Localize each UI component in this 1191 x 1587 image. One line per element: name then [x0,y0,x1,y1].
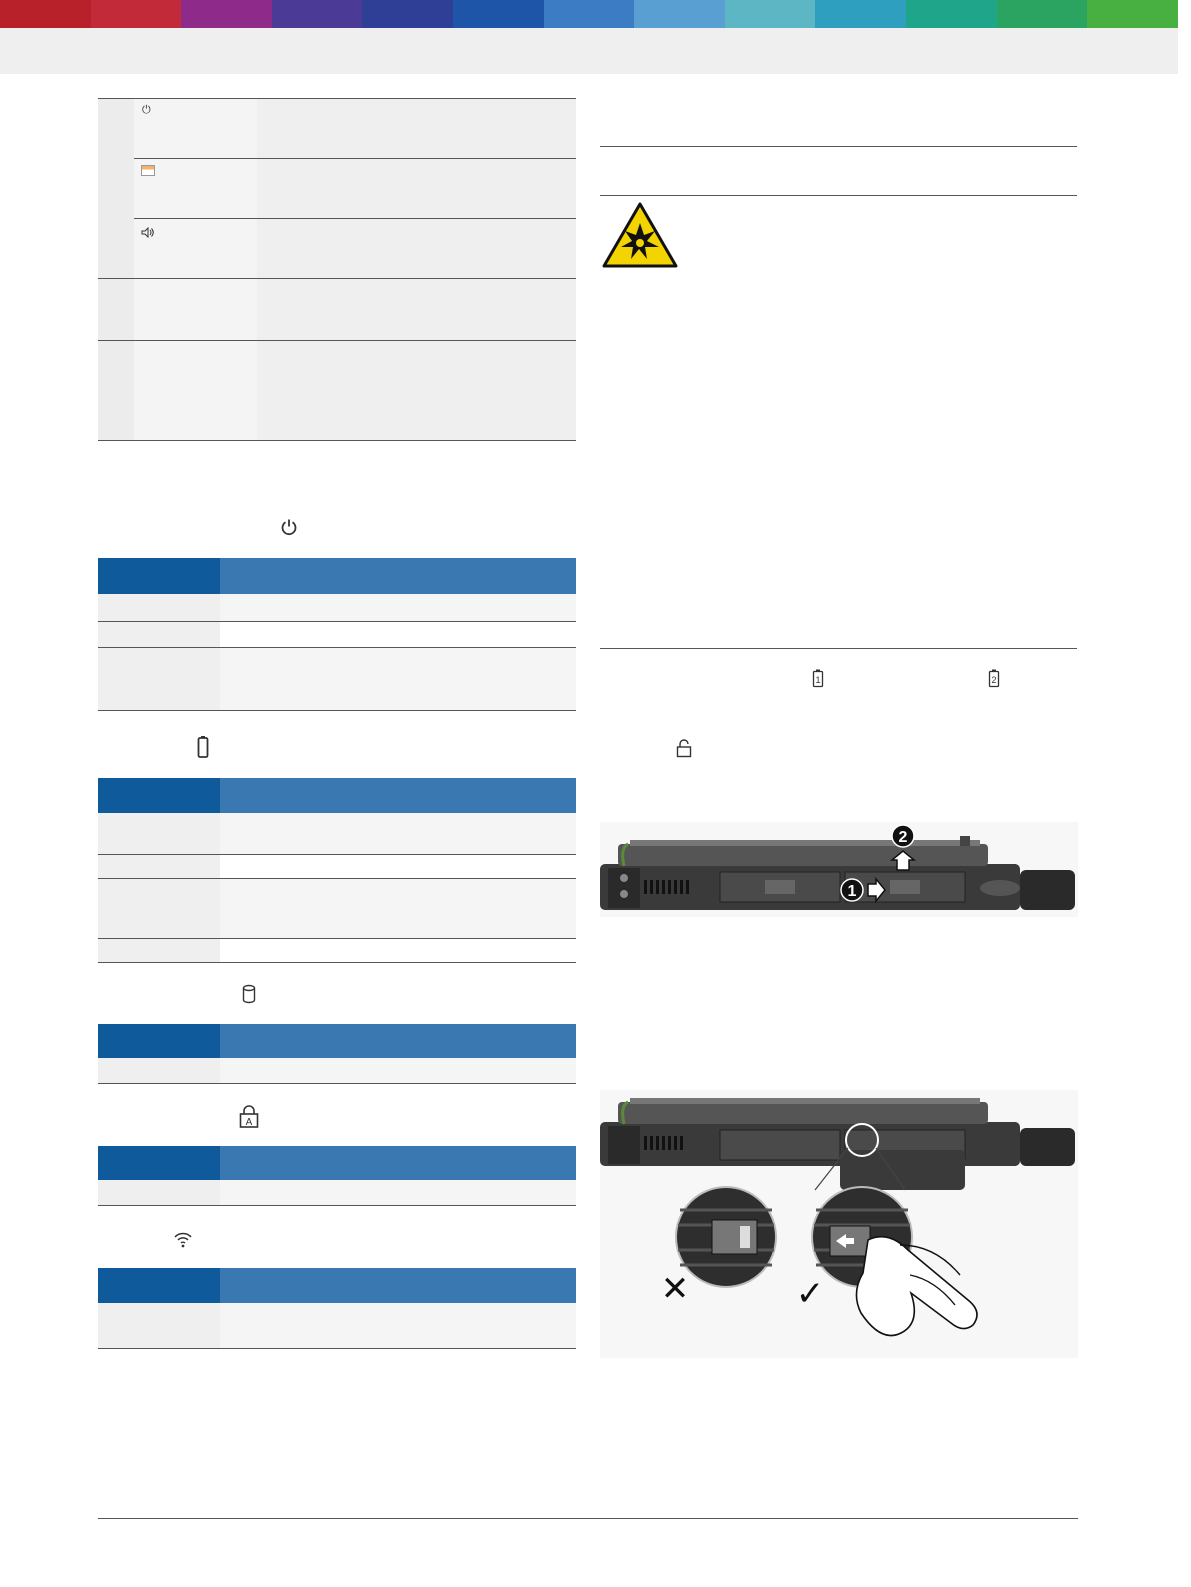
svg-text:1: 1 [847,883,857,900]
band-segment [272,0,363,28]
svg-text:A: A [245,1117,253,1128]
table-header-right [220,1146,576,1180]
footer-rule [98,1518,1078,1519]
table-header-left [98,1024,220,1058]
band-segment [725,0,816,28]
storage-icon [242,984,256,1007]
speaker-icon [141,227,154,241]
table-label-column [134,99,257,440]
table-row [98,1058,576,1083]
band-segment [997,0,1088,28]
table-header-left [98,1268,220,1303]
band-segment [815,0,906,28]
unlock-icon [676,739,692,761]
section-rule [600,146,1077,147]
band-segment [906,0,997,28]
table-header-left [98,778,220,813]
caps-lock-icon [239,1105,259,1132]
table-rule [98,962,576,963]
table-rule [98,340,576,341]
power-icon: ⏻ [142,103,151,116]
battery-icon [197,735,209,762]
svg-text:✓: ✓ [795,1274,825,1314]
svg-text:2: 2 [991,675,997,685]
band-segment [91,0,182,28]
battery-latch-figure [600,1090,1078,1358]
band-segment [362,0,453,28]
table-rule [98,1083,576,1084]
table-row [98,594,576,621]
battery-2-icon [988,669,1000,691]
table-rule [98,278,576,279]
table-header-right [220,1268,576,1303]
table-header-right [220,778,576,813]
table-row [98,855,576,878]
battery-1-icon [812,669,824,691]
table-index-column [98,99,134,440]
band-segment [634,0,725,28]
table-header-right [220,1024,576,1058]
table-row [98,879,576,938]
section-rule [600,195,1077,196]
header-subband [0,28,1178,74]
band-segment [1087,0,1178,28]
power-icon [280,518,298,539]
table-row [98,1180,576,1205]
table-rule [98,1348,576,1349]
table-row [98,648,576,710]
table-row [98,1303,576,1348]
table-description-column [257,99,576,440]
svg-text:2: 2 [898,829,908,846]
band-segment [544,0,635,28]
section-rule [600,648,1077,649]
svg-text:✕: ✕ [660,1269,690,1309]
table-rule [98,440,576,441]
header-color-band [0,0,1178,28]
table-rule [98,710,576,711]
band-segment [453,0,544,28]
band-segment [0,0,91,28]
wifi-icon [173,1230,193,1251]
display-icon [141,165,155,176]
table-header-left [98,1146,220,1180]
table-header-left [98,558,220,594]
explosion-warning-icon [601,201,679,272]
laptop-battery-figure [600,822,1078,917]
table-rule [134,218,576,219]
table-row [98,813,576,854]
table-rule [134,158,576,159]
band-segment [181,0,272,28]
table-rule [98,1205,576,1206]
table-header-right [220,558,576,594]
table-row [98,622,576,647]
svg-text:1: 1 [815,675,821,685]
table-row [98,939,576,962]
